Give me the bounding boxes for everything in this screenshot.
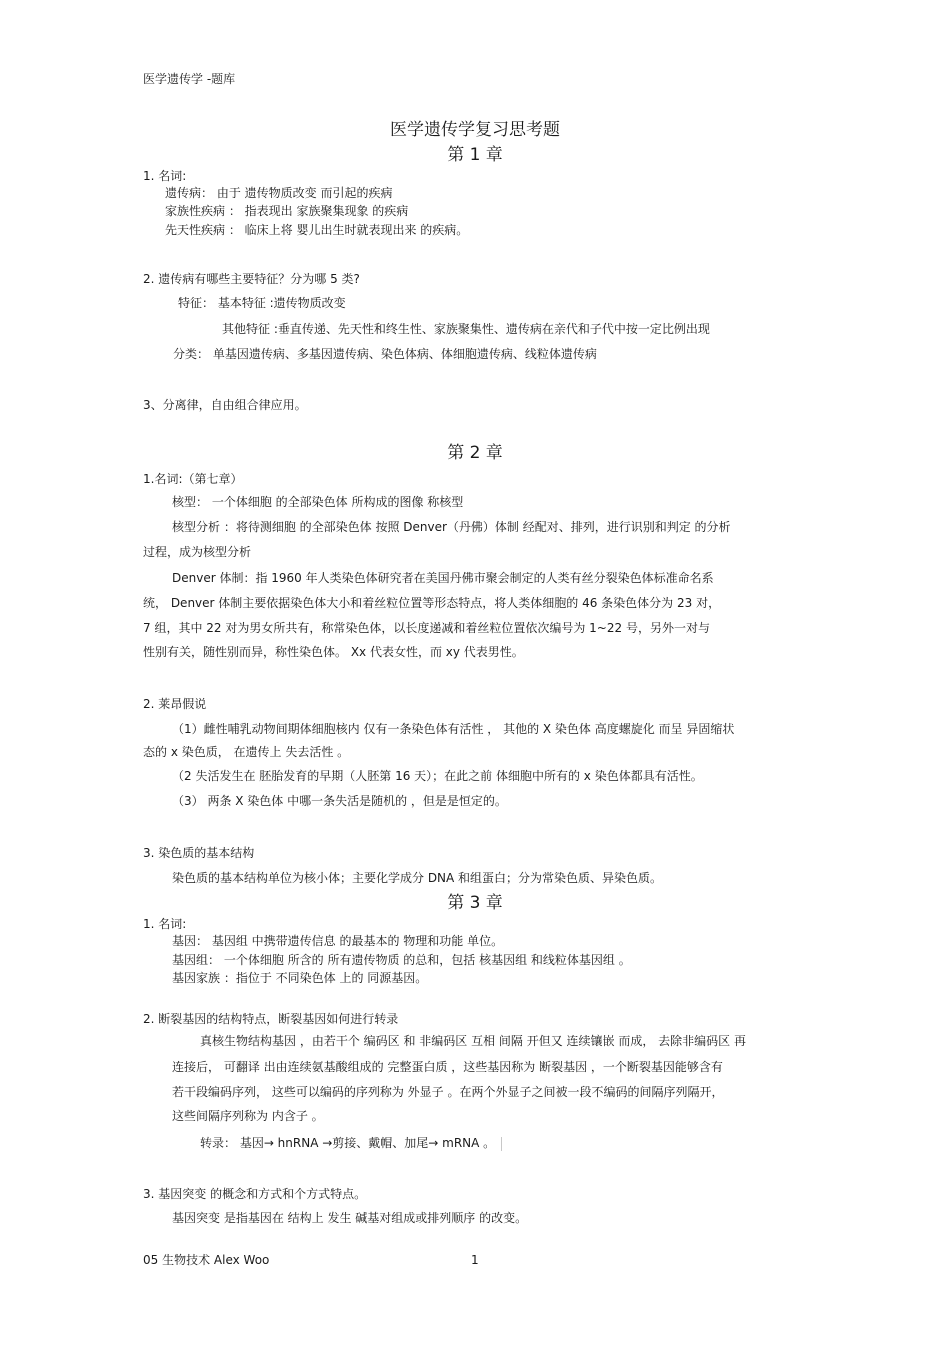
ch3-split-gene-line1: 真核生物结构基因 ，由若干个 编码区 和 非编码区 互相 间隔 开但又 连续镶嵌 而成， 去除非编码区 再 [200, 1034, 746, 1048]
ch3-gene: 基因： 基因组 中携带遗传信息 的最基本的 物理和功能 单位。 [172, 934, 504, 948]
ch3-gene-family: 基因家族 ：指位于 不同染色体 上的 同源基因。 [172, 971, 428, 985]
chapter-2-heading: 第 2 章 [447, 443, 503, 463]
page-header: 医学遗传学 -题库 [143, 72, 236, 86]
ch2-karyotype: 核型： 一个体细胞 的全部染色体 所构成的图像 称核型 [172, 495, 464, 509]
ch2-question-1: 1.名词:（第七章） [143, 472, 243, 486]
ch3-transcription: 转录： 基因→ hnRNA →剪接、戴帽、加尾→ mRNA 。 [200, 1136, 496, 1150]
ch3-split-gene-line2: 连接后， 可翻译 出由连续氨基酸组成的 完整蛋白质 ，这些基因称为 断裂基因 ，一个断裂基因能够含有 [172, 1060, 723, 1074]
ch3-split-gene-line3: 若干段编码序列， 这些可以编码的序列称为 外显子 。在两个外显子之间被一段不编码的间隔序列隔开， [172, 1085, 724, 1099]
ch1-feature-basic: 特征： 基本特征 :遗传物质改变 [178, 296, 346, 310]
ch2-question-3: 3. 染色质的基本结构 [143, 846, 255, 860]
ch1-classification: 分类： 单基因遗传病、多基因遗传病、染色体病、体细胞遗传病、线粒体遗传病 [173, 347, 597, 361]
document-title: 医学遗传学复习思考题 [390, 120, 560, 140]
text-cursor [501, 1137, 502, 1151]
ch1-question-2: 2. 遗传病有哪些主要特征？分为哪 5 类? [143, 272, 360, 286]
ch1-feature-other: 其他特征 :垂直传递、先天性和终生性、家族聚集性、遗传病在亲代和子代中按一定比例出现 [222, 322, 710, 336]
footer-author: 05 生物技术 Alex Woo [143, 1253, 270, 1267]
ch2-denver-line3: 7 组，其中 22 对为男女所共有，称常染色体，以长度递减和着丝粒位置依次编号为 1~22 号，另外一对与 [143, 621, 710, 635]
ch3-genome: 基因组： 一个体细胞 所含的 所有遗传物质 的总和，包括 核基因组 和线粒体基因组 。 [172, 953, 631, 967]
ch3-question-2: 2. 断裂基因的结构特点，断裂基因如何进行转录 [143, 1012, 399, 1026]
ch2-question-2: 2. 莱昂假说 [143, 697, 207, 711]
ch2-karyotype-analysis-line2: 过程，成为核型分析 [143, 545, 252, 559]
ch2-lyon-3: （3） 两条 X 染色体 中哪一条失活是随机的 ，但是是恒定的。 [172, 794, 507, 808]
chapter-1-heading: 第 1 章 [447, 145, 503, 165]
ch3-mutation: 基因突变 是指基因在 结构上 发生 碱基对组成或排列顺序 的改变。 [172, 1211, 528, 1225]
ch3-question-3: 3. 基因突变 的概念和方式和个方式特点。 [143, 1187, 367, 1201]
ch1-definition-1: 遗传病： 由于 遗传物质改变 而引起的疾病 [165, 186, 393, 200]
ch2-lyon-1-line1: （1）雌性哺乳动物间期体细胞核内 仅有一条染色体有活性 ， 其他的 X 染色体 高度螺旋化 而呈 异固缩状 [172, 722, 735, 736]
ch1-definition-2: 家族性疾病 ： 指表现出 家族聚集现象 的疾病 [165, 204, 409, 218]
ch2-denver-line4: 性别有关，随性别而异，称性染色体。 Xx 代表女性，而 xy 代表男性。 [143, 645, 524, 659]
ch1-question-3: 3、分离律，自由组合律应用。 [143, 398, 307, 412]
ch3-split-gene-line4: 这些间隔序列称为 内含子 。 [172, 1109, 324, 1123]
ch2-lyon-1-line2: 态的 x 染色质， 在遗传上 失去活性 。 [143, 745, 350, 759]
ch3-question-1: 1. 名词: [143, 917, 187, 931]
ch1-question-1: 1. 名词: [143, 169, 187, 183]
chapter-3-heading: 第 3 章 [447, 893, 503, 913]
ch2-lyon-2: （2 失活发生在 胚胎发育的早期（人胚第 16 天）；在此之前 体细胞中所有的 x 染色体都具有活性。 [172, 769, 703, 783]
ch1-definition-3: 先天性疾病 ： 临床上将 婴儿出生时就表现出来 的疾病。 [165, 223, 469, 237]
ch2-karyotype-analysis-line1: 核型分析 ：将待测细胞 的全部染色体 按照 Denver（丹佛）体制 经配对、排列，进行识别和判定 的分析 [172, 520, 731, 534]
ch2-denver-line1: Denver 体制：指 1960 年人类染色体研究者在美国丹佛市聚会制定的人类有丝分裂染色体标准命名系 [172, 571, 714, 585]
page-number: 1 [471, 1253, 479, 1267]
ch3-transcription-row [200, 1136, 502, 1151]
ch2-denver-line2: 统， Denver 体制主要依据染色体大小和着丝粒位置等形态特点，将人类体细胞的 46 条染色体分为 23 对， [143, 596, 721, 610]
ch2-chromatin: 染色质的基本结构单位为核小体；主要化学成分 DNA 和组蛋白；分为常染色质、异染色质。 [172, 871, 663, 885]
